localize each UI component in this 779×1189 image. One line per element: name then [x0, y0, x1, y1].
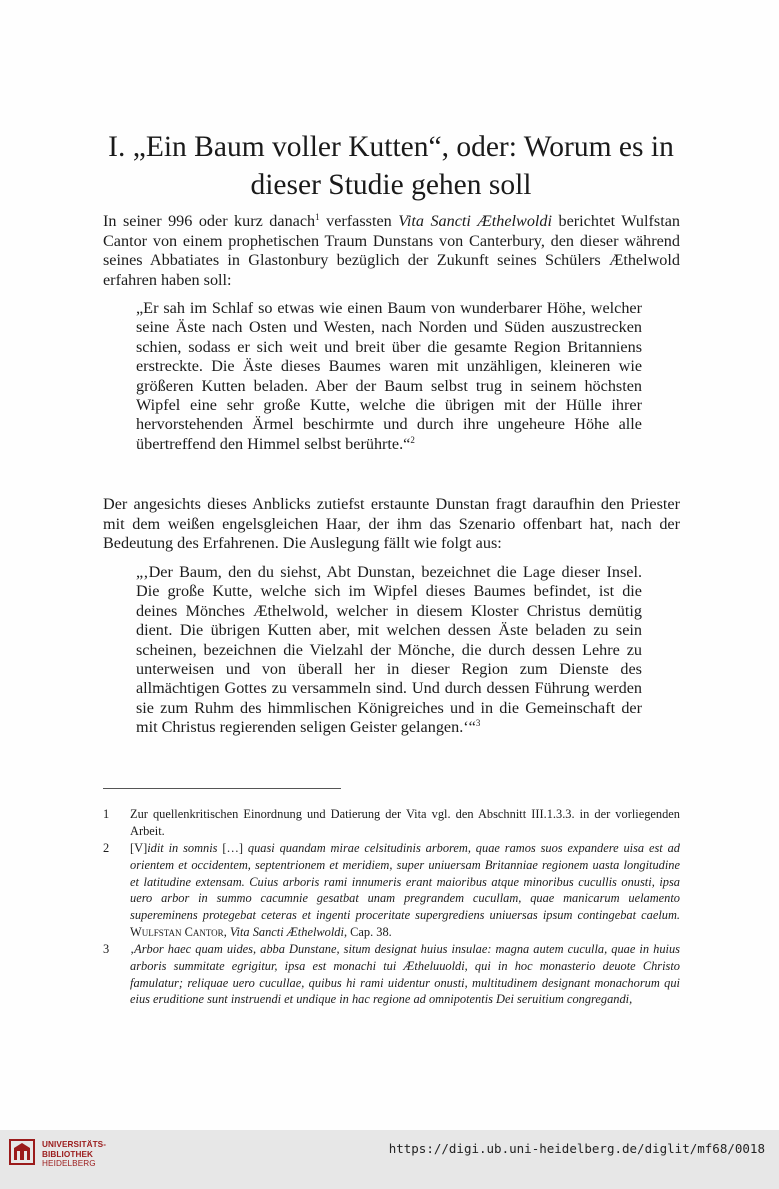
para1-text-b: verfassten — [319, 212, 399, 230]
footnote-text — [130, 840, 680, 941]
para1-text-a: In seiner 996 oder kurz danach — [103, 212, 316, 230]
library-name-line-3: HEIDELBERG — [42, 1159, 96, 1168]
fn2-cap: , Cap. 38. — [343, 924, 392, 939]
fn2-author: Wulfstan Cantor — [130, 924, 224, 939]
middle-paragraph: Der angesichts dieses Anblicks zutiefst erstaunte Dunstan fragt daraufhin den Priester mit dem weißen engelsgleichen Haar, der ihm das Szenario offenbart hat, nach der Bedeutung des Erfahrenen. Die Auslegung fällt wie folgt aus: — [103, 495, 680, 552]
footnote-text: Zur quellenkritischen Einordnung und Datierung der Vita vgl. den Abschnitt III.1.3.3. in der vorliegenden Arbeit. — [130, 807, 680, 838]
quote2-text: „‚Der Baum, den du siehst, Abt Dunstan, bezeichnet die Lage dieser Insel. Die große Kutte, welche sich im Wipfel dieses Baumes befindet, ist die deines Mönches Æthelwold, welcher in diesem Kloster Christus demütig dient. Die übrigen Kutten aber, mit welchen dessen Äste beladen zu sein scheinen, bezeichnen die Vielzahl der Mönche, die durch dessen Lehre zu unterweisen und von überall her in dieser Region zum Dienste des allmächtigen Gottes zu versammeln sind. Und durch dessen Führung werden sie zum Ruhm des himmlischen Königreiches und in die Gemeinschaft der mit Christus regierenden seligen Geister gelangen.‘“ — [136, 563, 642, 737]
footnote-ref-2[interactable]: 2 — [410, 434, 415, 445]
permalink-url[interactable]: https://digi.ub.uni-heidelberg.de/diglit/mf68/0018 — [388, 1141, 765, 1156]
fn2-italic-b: quasi quandam mirae celsitudinis arborem, quae ramos suos expandere uisa est ad orientem et occidentem, septentrionem et meridiem, super uniuersam Britanniae regionem uasta longitudine et latitudine extensam. Cuius arboris rami innumeris erant maioribus atque minoribus cucullis onusti, ipsa uero arbor in summo cacumnie gesatbat unam pregrandem cucullam, quae manicarum uelamento supereminens protegebat ceteras et ingenti proceritate supergrediens uniuersas ipsum contingebat caelum. — [130, 841, 681, 923]
quote1-text: „Er sah im Schlaf so etwas wie einen Baum von wunderbarer Höhe, welcher seine Äste nach Osten und Westen, nach Norden und Süden auszustrecken schien, sodass er sich weit und breit über die gesamte Region Britanniens erstreckte. Die Äste dieses Baumes waren mit unzähligen, kleineren wie größeren Kutten beladen. Aber der Baum selbst trug in seinem höchsten Wipfel eine sehr große Kutte, welche die übrigen mit der Hülle ihrer hervorstehenden Ärmel beschirmte und durch ihre ungeheure Höhe alle übertreffend den Himmel selbst berührte.“ — [136, 299, 642, 453]
para1-text-c: berichtet Wulfstan Cantor von einem prophetischen Traum Dunstans von Canterbury, den dieser während seines Abbatiates in Glastonbury bezüglich der Zukunft seines Schülers Æthelwold erfahren haben soll: — [103, 212, 680, 289]
work-title: Vita Sancti Æthelwoldi — [398, 212, 553, 230]
library-name-line-2: BIBLIOTHEK — [42, 1149, 94, 1159]
fn2-sep: , — [223, 924, 230, 939]
heading-line-2: dieser Studie gehen soll — [250, 169, 532, 201]
footnote-number: 1 — [103, 807, 110, 821]
viewer-footer — [0, 1130, 779, 1189]
intro-paragraph — [103, 212, 680, 290]
chapter-heading — [96, 128, 686, 204]
footnote-divider — [103, 788, 341, 789]
footnote-number: 2 — [103, 841, 110, 855]
footnote-ref-3[interactable]: 3 — [475, 718, 481, 729]
fn2-lead: [V] — [130, 841, 148, 855]
block-quote-2 — [136, 563, 642, 738]
fn2-italic-a: idit in somnis — [147, 841, 218, 855]
footnote-text: ‚Arbor haec quam uides, abba Dunstane, situm designat huius insulae: magna autem cuculla, quae in huius arboris summitate egrigitur, ipsa est monachi tui Ætheluuoldi, qui in hoc monasterio deuote Christo famulatur; reliquae uero cucullae, quibus hi rami uidentur onusti, multitudinem designant monachorum qui eius eruditione sunt instruendi et undique in hac regione ad omnipotentis Dei seruitium congregandi, — [130, 942, 680, 1007]
library-name[interactable] — [42, 1140, 106, 1169]
fn2-work: Vita Sancti Æthelwoldi — [229, 924, 344, 939]
heading-line-1: I. „Ein Baum voller Kutten“, oder: Worum es in — [108, 131, 674, 163]
footnote-ref-1[interactable]: 1 — [315, 212, 320, 222]
university-library-logo-icon[interactable] — [8, 1138, 36, 1166]
library-name-line-1: UNIVERSITÄTS- — [42, 1140, 107, 1149]
fn2-ellipsis: […] — [217, 841, 248, 855]
block-quote-1 — [136, 299, 642, 454]
footnote-number: 3 — [103, 942, 110, 956]
